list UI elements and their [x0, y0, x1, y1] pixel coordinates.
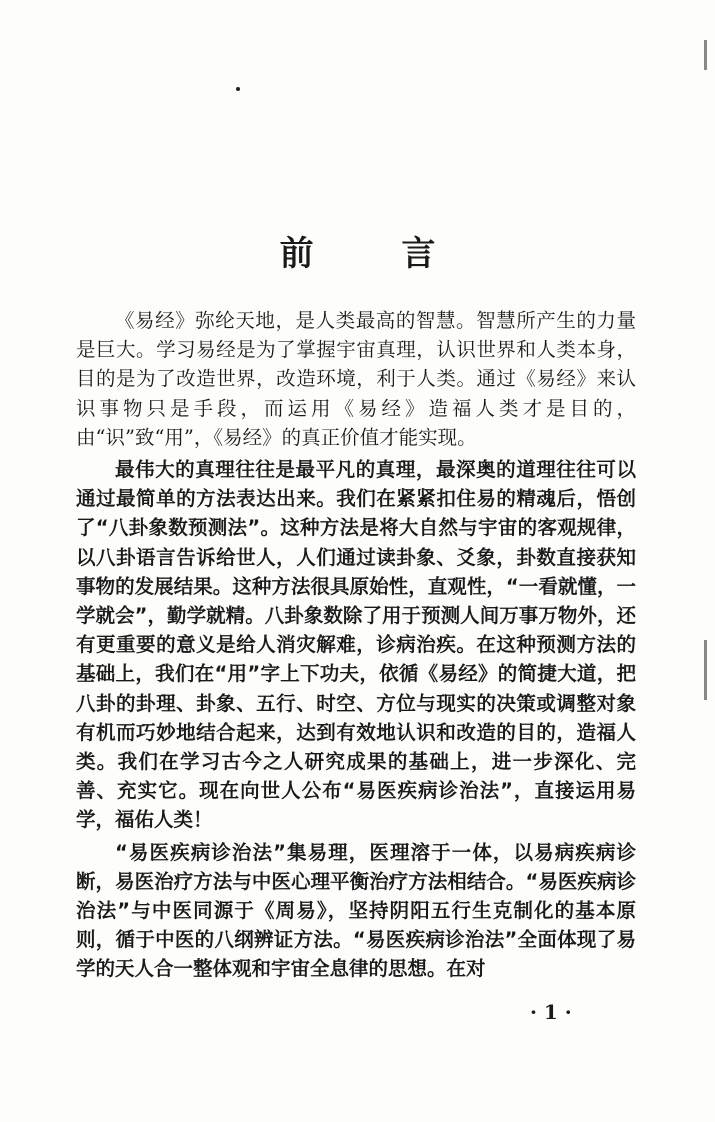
- scan-edge-mark: [704, 640, 707, 700]
- ink-speck: [236, 87, 240, 91]
- paragraph-2: 最伟大的真理往往是最平凡的真理，最深奥的道理往往可以通过最简单的方法表达出来。我们在紧紧扣住易的精魂后，悟创了“八卦象数预测法”。这种方法是将大自然与宇宙的客观规律，以八卦语言告诉给世人，人们通过读卦象、爻象，卦数直接获知事物的发展结果。这种方法很具原始性，直观性，“一看就懂，一学就会”，勤学就精。八卦象数除了用于预测人间万事万物外，还有更重要的意义是给人消灾解难，诊病治疾。在这种预测方法的基础上，我们在“用”字上下功夫，依循《易经》的简捷大道，把八卦的卦理、卦象、五行、时空、方位与现实的决策或调整对象有机而巧妙地结合起来，达到有效地认识和改造的目的，造福人类。我们在学习古今之人研究成果的基础上，进一步深化、完善、充实它。现在向世人公布“易医疾病诊治法”，直接运用易学，福佑人类！: [76, 458, 636, 832]
- paragraph-3: “易医疾病诊治法”集易理，医理溶于一体，以易病疾病诊断，易医治疗方法与中医心理平衡治疗方法相结合。“易医疾病诊治法”与中医同源于《周易》，坚持阴阳五行生克制化的基本原则，循于中医的八纲辨证方法。“易医疾病诊治法”全面体现了易学的天人合一整体观和宇宙全息律的思想。在对: [76, 840, 636, 981]
- paragraph-1: 《易经》弥纶天地，是人类最高的智慧。智慧所产生的力量是巨大。学习易经是为了掌握宇宙真理，认识世界和人类本身，目的是为了改造世界，改造环境，利于人类。通过《易经》来认识事物只是手段，而运用《易经》造福人类才是目的，由“识”致“用”，《易经》的真正价值才能实现。: [76, 309, 636, 449]
- page-number: · 1 ·: [530, 1000, 572, 1024]
- body-text: [76, 306, 636, 987]
- scan-edge-mark: [704, 40, 707, 70]
- page-title: 前 言: [279, 234, 474, 274]
